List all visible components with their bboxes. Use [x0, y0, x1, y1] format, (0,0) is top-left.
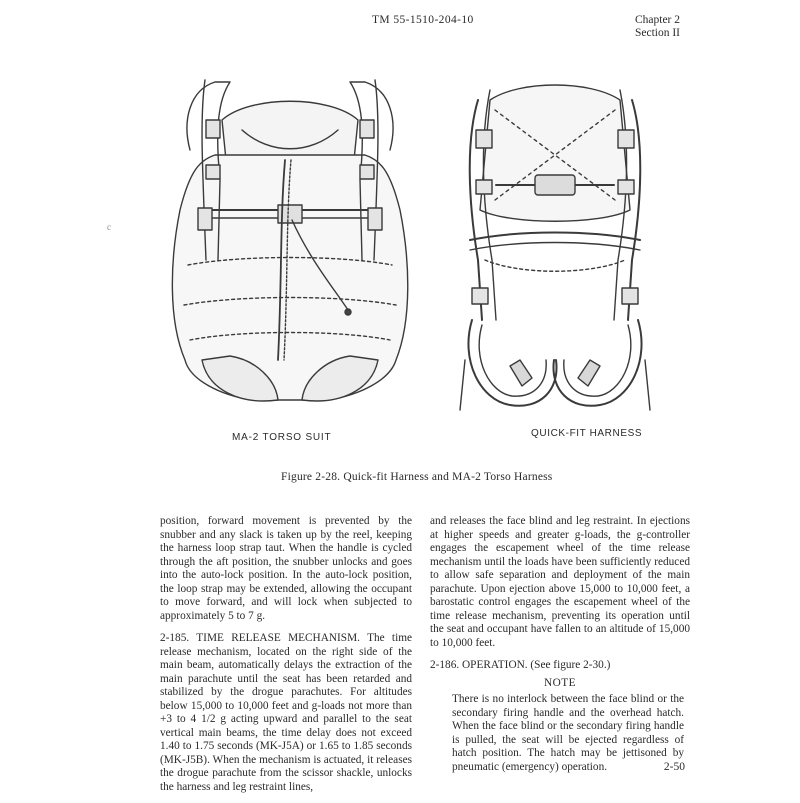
note-body: There is no interlock between the face blind or the secondary firing handle and the overhead hatch. When the face blind or the secondary firing handle is pulled, the seat will be ejected regardless of hatch position. The hatch may be jettisoned by pneumatic (emergency) operation.: [452, 693, 684, 773]
section-heading: 2-185. TIME RELEASE MECHANISM.: [160, 632, 360, 644]
section-heading: 2-186. OPERATION. (See figure 2-30.): [430, 659, 611, 671]
torso-suit-drawing: [172, 80, 407, 401]
harness-figure: [160, 60, 700, 450]
chapter-section-header: [620, 14, 680, 40]
paragraph-body: The time release mechanism, located on the right side of the main beam, automatically delays the extraction of the main parachute until the seat has been retarded and stabilized by the drogue parachutes. For altitudes below 15,000 to 10,000 feet and g-loads not more than +3 to 4 1/2 g acting upward and parallel to the seat vertical main beams, the time delay does not exceed 1.40 to 1.75 seconds (MK-J5A) or 1.65 to 1.85 seconds (MK-J5B). When the mechanism is actuated, it releases the drogue parachute from the scissor shackle, unlocks the harness and leg restraint lines,: [160, 632, 413, 793]
left-text-column: [160, 515, 412, 803]
quick-fit-harness-drawing: [460, 85, 650, 410]
paragraph: and releases the face blind and leg restraint. In ejections at higher speeds and greater g-loads, the g-controller engages the escapement wheel of the time release mechanism until the loads have been sufficiently reduced to allow safe separation and deployment of the main parachute. Upon ejection above 15,000 to 10,000 feet, a barostatic control engages the escapement wheel of the time release mechanism, preventing its operation until the seat and occupant have fallen to an altitude of 15,000 to 10,000 feet.: [430, 515, 690, 649]
figure-caption: Figure 2-28. Quick-fit Harness and MA-2 Torso Harness: [281, 471, 553, 483]
margin-mark: c: [107, 222, 111, 232]
page-number: 2-50: [663, 761, 685, 773]
torso-suit-label: MA-2 TORSO SUIT: [232, 432, 332, 443]
section-label: Section II: [634, 27, 680, 39]
harness-illustration: [160, 60, 700, 450]
note-title: NOTE: [543, 676, 577, 689]
paragraph-time-release: [160, 632, 412, 794]
harness-label: QUICK-FIT HARNESS: [531, 428, 643, 439]
paragraph: position, forward movement is prevented by the snubber and any slack is taken up by the reel, keeping the harness loop strap taut. When the handle is cycled through the aft position, the snubber unlocks and goes into the auto-lock position. In the auto-lock position, the loop strap may be extended, allowing the occupant to move forward, and will lock when subjected to approximately 5 to 7 g.: [160, 515, 412, 622]
right-text-column: [430, 515, 690, 774]
chapter-label: Chapter 2: [634, 14, 680, 26]
document-number: TM 55-1510-204-10: [372, 14, 474, 26]
